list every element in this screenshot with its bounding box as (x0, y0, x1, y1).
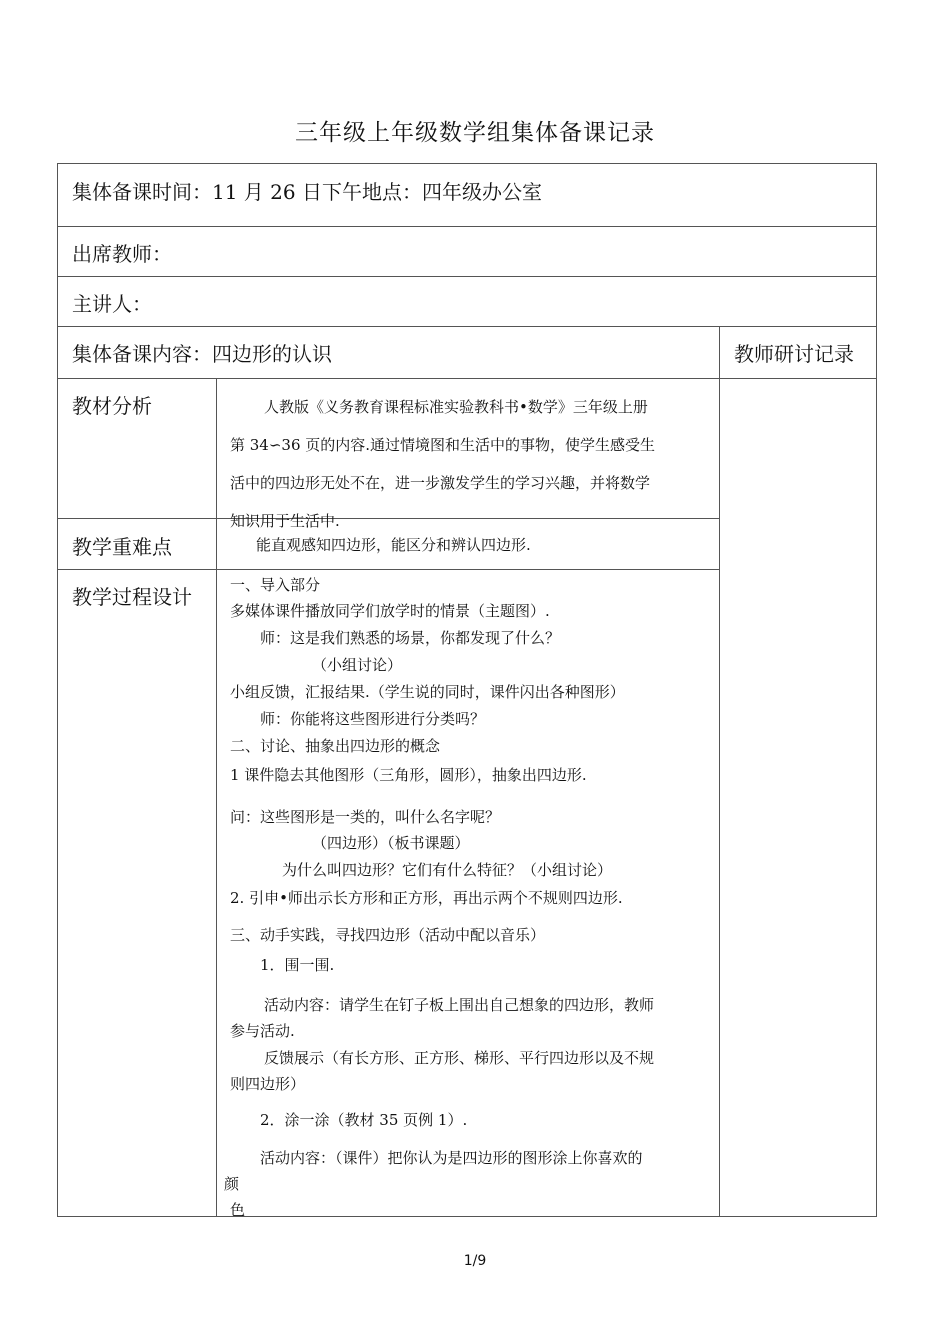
record-label-cell: 教师研讨记录 (734, 342, 854, 366)
row-divider (58, 518, 719, 519)
analysis-line: 第 34∽36 页的内容.通过情境图和生活中的事物，使学生感受生 (230, 436, 656, 454)
analysis-line: 活中的四边形无处不在，进一步激发学生的学习兴趣，并将数学 (230, 474, 651, 492)
process-line: 三、动手实践，寻找四边形（活动中配以音乐） (230, 926, 546, 944)
time-place-cell: 集体备课时间：11 月 26 日下午地点：四年级办公室 (72, 180, 542, 204)
process-line: 2．涂一涂（教材 35 页例 1）. (260, 1111, 468, 1129)
process-line: 问：这些图形是一类的，叫什么名字呢？ (230, 808, 501, 826)
page-number: 1/9 (463, 1253, 487, 1269)
process-line: 1 课件隐去其他图形（三角形，圆形），抽象出四边形. (230, 766, 587, 784)
process-line: 一、导入部分 (230, 576, 321, 594)
process-line: 小组反馈，汇报结果.（学生说的同时，课件闪出各种图形） (230, 683, 625, 701)
process-line: 活动内容：请学生在钉子板上围出自己想象的四边形，教师 (264, 996, 655, 1014)
row-divider (58, 378, 876, 379)
process-line: 反馈展示（有长方形、正方形、梯形、平行四边形以及不规 (264, 1049, 655, 1067)
process-line: 2. 引申•师出示长方形和正方形，再出示两个不规则四边形. (230, 889, 623, 907)
attendees-cell: 出席教师： (72, 242, 172, 266)
page-title: 三年级上年级数学组集体备课记录 (295, 120, 655, 146)
analysis-text (230, 388, 710, 530)
row-divider (58, 569, 719, 570)
process-line: 多媒体课件播放同学们放学时的情景（主题图）. (230, 602, 550, 620)
content-cell: 集体备课内容：四边形的认识 (72, 342, 332, 366)
process-line: 二、讨论、抽象出四边形的概念 (230, 737, 441, 755)
row-divider (58, 226, 876, 227)
process-line: 师：这是我们熟悉的场景，你都发现了什么？ (260, 629, 561, 647)
row-divider (58, 276, 876, 277)
process-line: 参与活动. (230, 1022, 295, 1040)
process-line: （小组讨论） (312, 656, 403, 674)
key-points-text: 能直观感知四边形，能区分和辨认四边形. (256, 536, 531, 554)
process-line: （四边形）（板书课题） (312, 834, 470, 852)
analysis-line: 知识用于生活中. (230, 512, 340, 530)
process-line: 则四边形） (230, 1075, 306, 1093)
process-line: 活动内容：（课件）把你认为是四边形的图形涂上你喜欢的 (260, 1149, 643, 1167)
key-points-label: 教学重难点 (72, 535, 172, 559)
process-label: 教学过程设计 (72, 585, 192, 609)
process-line: 师：你能将这些图形进行分类吗？ (260, 710, 486, 728)
row-divider (58, 326, 876, 327)
process-line: 1．围一围. (260, 956, 335, 974)
analysis-label: 教材分析 (72, 394, 152, 418)
process-line: 为什么叫四边形？它们有什么特征？（小组讨论） (282, 861, 613, 879)
column-divider (719, 326, 720, 1216)
process-line: 色 (230, 1201, 246, 1219)
speaker-cell: 主讲人： (72, 292, 152, 316)
analysis-line: 人教版《义务教育课程标准实验教科书•数学》三年级上册 (264, 398, 648, 416)
process-line: 颜 (224, 1175, 240, 1193)
column-divider (216, 378, 217, 1216)
record-table (57, 163, 877, 1217)
